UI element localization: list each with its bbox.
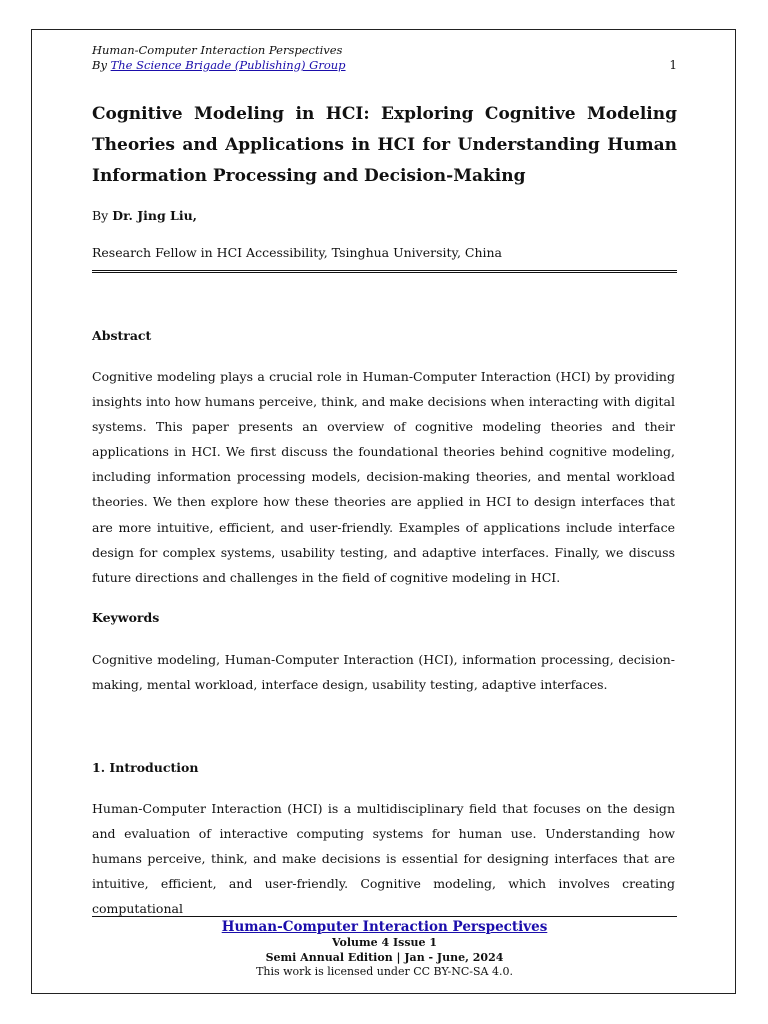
footer-edition: Semi Annual Edition | Jan - June, 2024 bbox=[265, 950, 504, 964]
author-name: Dr. Jing Liu, bbox=[112, 208, 198, 223]
author-line bbox=[92, 207, 197, 225]
header-by-prefix: By bbox=[92, 58, 111, 72]
title-divider bbox=[92, 270, 677, 273]
introduction-text: Human-Computer Interaction (HCI) is a multidisciplinary field that focuses on the design and evaluation of interactive computing systems for human use. Understanding how humans perceive, think, and make decisions is essential for designing interfaces that are intuitive, efficient, and user-friendly. Cognitive modeling, which involves creating computational bbox=[92, 801, 675, 917]
author-prefix: By bbox=[92, 208, 113, 223]
running-header bbox=[92, 43, 677, 73]
introduction-heading: 1. Introduction bbox=[92, 760, 199, 775]
header-publisher-line bbox=[92, 58, 677, 73]
page-footer bbox=[92, 919, 677, 980]
header-journal-title: Human-Computer Interaction Perspectives bbox=[92, 43, 343, 57]
page-number: 1 bbox=[669, 58, 677, 72]
footer-journal-link[interactable]: Human-Computer Interaction Perspectives bbox=[221, 919, 548, 935]
author-affiliation: Research Fellow in HCI Accessibility, Tsinghua University, China bbox=[92, 245, 503, 260]
publisher-link[interactable]: The Science Brigade (Publishing) Group bbox=[110, 58, 346, 72]
abstract-heading: Abstract bbox=[92, 328, 152, 343]
footer-divider bbox=[92, 916, 677, 917]
abstract-text: Cognitive modeling plays a crucial role in Human-Computer Interaction (HCI) by providing insights into how humans perceive, think, and make decisions when interacting with digital systems. This paper presents an overview of cognitive modeling theories and their applications in HCI. We first discuss the foundational theories behind cognitive modeling, including information processing models, decision-making theories, and mental workload theories. We then explore how these theories are applied in HCI to design interfaces that are more intuitive, efficient, and user-friendly. Examples of applications include interface design for complex systems, usability testing, and adaptive interfaces. Finally, we discuss future directions and challenges in the field of cognitive modeling in HCI. bbox=[92, 369, 675, 585]
article-title: Cognitive Modeling in HCI: Exploring Cognitive Modeling Theories and Applications in HCI for Understanding Human Information Processing and Decision-Making bbox=[92, 104, 677, 186]
keywords-text: Cognitive modeling, Human-Computer Interaction (HCI), information processing, decision-making, mental workload, interface design, usability testing, adaptive interfaces. bbox=[92, 652, 675, 693]
footer-license: This work is licensed under CC BY-NC-SA 4.0. bbox=[256, 965, 513, 978]
keywords-heading: Keywords bbox=[92, 610, 160, 625]
footer-volume: Volume 4 Issue 1 bbox=[332, 936, 437, 949]
